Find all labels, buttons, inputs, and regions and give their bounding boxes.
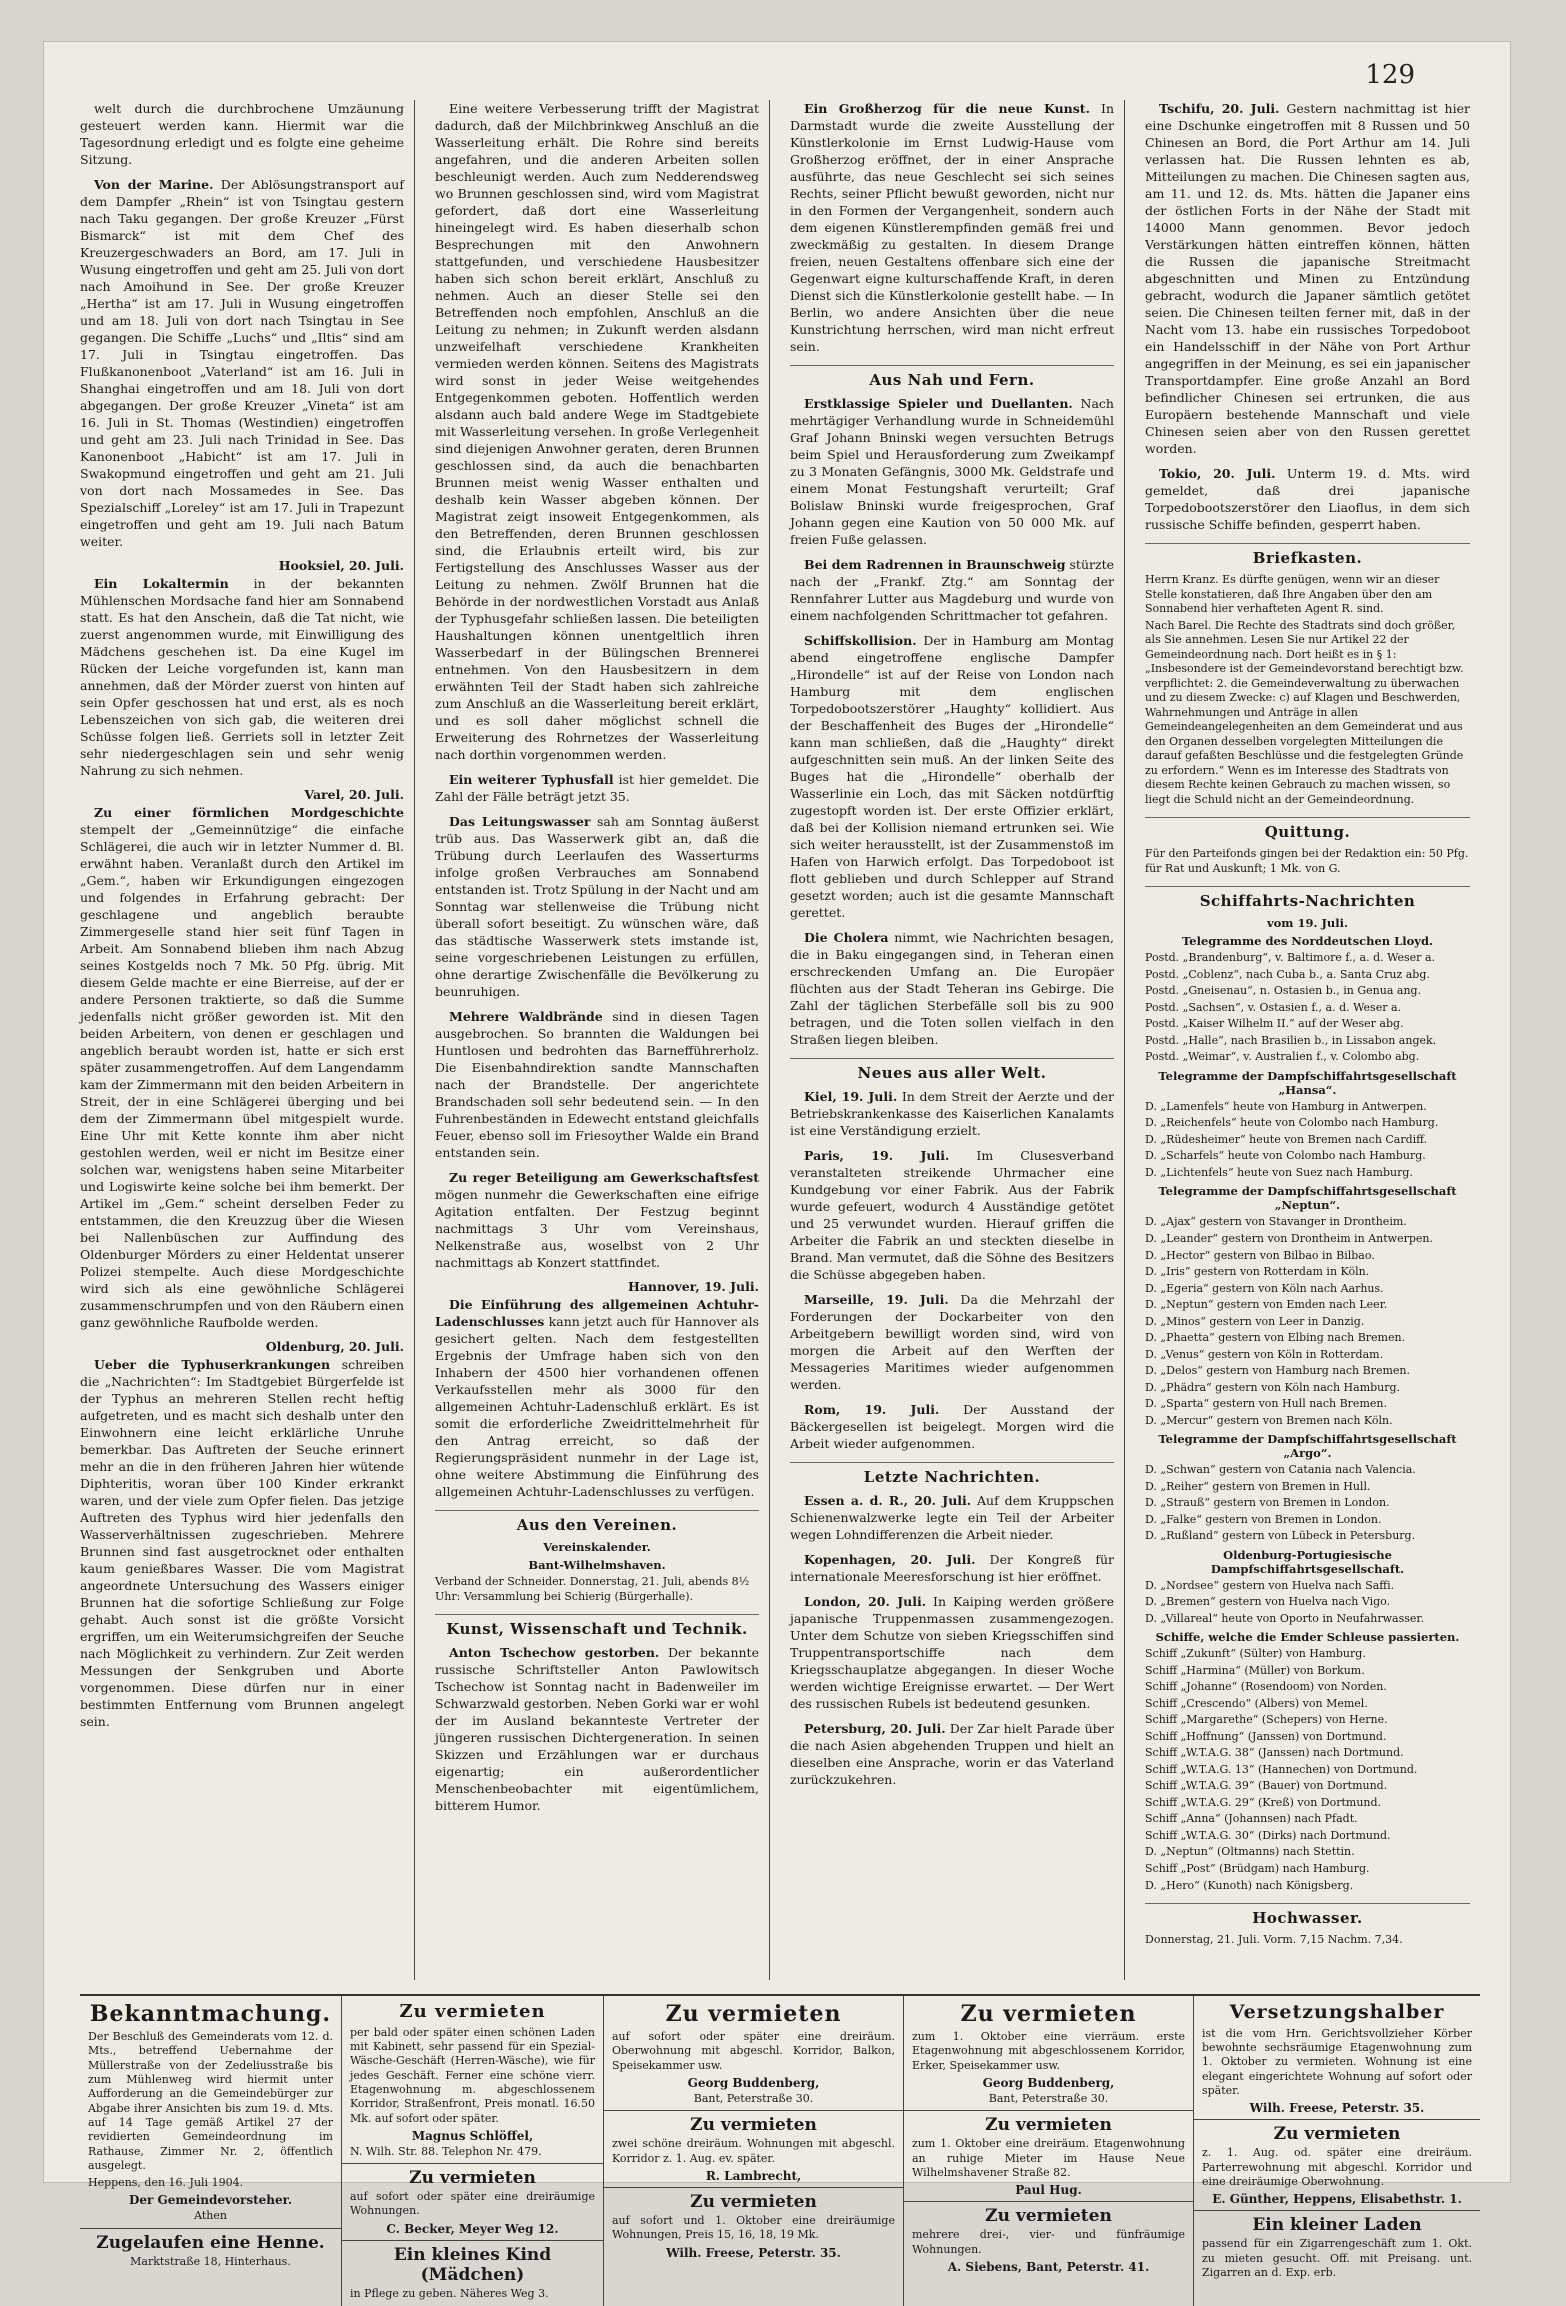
news-text: Der Kongreß für internationale Meeresforschung ist hier eröffnet. — [790, 1552, 1114, 1584]
ship-line: D. „Egeria“ gestern von Köln nach Aarhus. — [1145, 1281, 1384, 1295]
news-item — [790, 1147, 1114, 1283]
news-lead: Marseille, 19. Juli. — [804, 1292, 949, 1307]
ship-line: Schiff „W.T.A.G. 29“ (Kreß) von Dortmund. — [1145, 1795, 1382, 1809]
news-text: stürzte nach der „Frankf. Ztg.“ am Sonntag der Rennfahrer Lutter aus Magdeburg und wurde von einem nachfolgenden Schrittmacher tot gefahren. — [790, 557, 1114, 623]
news-lead: Schiffskollision. — [804, 633, 917, 648]
ad-heading-3: Ein kleines Kind (Mädchen) — [393, 2244, 552, 2285]
article-lead: Die Einführung des allgemeinen Achtuhr-Ladenschlusses — [435, 1297, 759, 1329]
ad-name-3: Wilh. Freese, Peterstr. 35. — [666, 2245, 841, 2260]
news-lead: London, 20. Juli. — [804, 1594, 927, 1609]
ship-line: Schiff „W.T.A.G. 38“ (Janssen) nach Dortmund. — [1145, 1746, 1404, 1760]
ship-line: D. „Schwan“ gestern von Catania nach Valencia. — [1145, 1463, 1416, 1477]
article-lead: Ein weiterer Typhusfall — [449, 772, 614, 787]
ship-line: Schiff „Post“ (Brüdgam) nach Hamburg. — [1145, 1862, 1370, 1875]
article-text: stempelt der „Gemeinnützige“ die einfache Schlägerei, die auch wir in letzter Nummer d. Bl. erwähnt haben. Veranlaßt durch den Artikel im „Gem.“, haben wir Erkundigungen eingezogen und folgendes in Erfahrung gebracht: Der geschlagene und angeblich beraubte Zimmergeselle stand hier seit fünf Tagen in Arbeit. Am Sonnabend blieben ihm nach Abzug seines Kostgelds noch 7 Mk. 50 Pfg. übrig. Mit diesem Gelde machte er eine Bierreise, auf der er andere Personen traktierte, so daß die Summe jedenfalls nicht größer geworden ist. Mit den beiden Arbeitern, von denen er geschlagen und angeblich beraubt worden ist, hatte er sich erst später zusammengetroffen. Auf dem Langendamm kam der Zimmermann mit den beiden Arbeitern in Streit, der in eine Schlägerei überging und bei dem der Zimmermann übel mitgespielt wurde. Eine Uhr mit Kette konnte ihm aber nicht gestohlen werden, weil er nicht im Besitze einer solchen war, wenigstens haben seine Mitarbeiter und Logiswirte keine solche bei ihm bemerkt. Der Artikel im „Gem.“ scheint derselben Feder zu entstammen, die den Kreuzzug über die Wiesen bei Nallenbüschen zur Auffindung des Oldenburger Mörders zu einer Heldentat unserer Polizei stempelte. Auch diese Mordgeschichte wird sich als eine gewöhnliche Schlägerei zusammenschrumpfen und von den Räubern einen ganz gewöhnliche Raufbolde werden. — [80, 822, 404, 1330]
article-lead: Von der Marine. — [94, 177, 214, 192]
quittung-text: Für den Parteifonds gingen bei der Redaktion ein: 50 Pfg. für Rat und Auskunft; 1 Mk. von G. — [1145, 847, 1469, 875]
ship-line: D. „Scharfels“ heute von Colombo nach Hamburg. — [1145, 1149, 1426, 1163]
dateline: Oldenburg, 20. Juli. — [265, 1339, 404, 1354]
section-heading-schiffahrt: Schiffahrts-Nachrichten — [1145, 886, 1470, 910]
ship-line: Schiff „Hoffnung“ (Janssen) von Dortmund. — [1145, 1729, 1387, 1743]
telegram-group-title: Telegramme der Dampfschiffahrtsgesellschaft „Hansa“. — [1158, 1068, 1457, 1097]
telegram-group-title: Schiffe, welche die Emder Schleuse passierten. — [1155, 1630, 1460, 1645]
ship-line: Schiff „W.T.A.G. 39“ (Bauer) von Dortmund. — [1145, 1779, 1388, 1793]
article-paragraph — [80, 1356, 404, 1730]
ad-name-3: A. Siebens, Bant, Peterstr. 41. — [947, 2259, 1150, 2274]
ship-line: D. „Neptun“ gestern von Emden nach Leer. — [1145, 1298, 1388, 1312]
dateline: Hannover, 19. Juli. — [628, 1279, 759, 1294]
dateline: Varel, 20. Juli. — [304, 787, 404, 802]
telegram-group-title: Oldenburg-Portugiesische Dampfschiffahrtsgesellschaft. — [1210, 1547, 1405, 1576]
column-4 — [1145, 100, 1480, 1980]
ad-text-3: auf sofort und 1. Oktober eine dreiräumige Wohnungen, Preis 15, 16, 18, 19 Mk. — [612, 2213, 895, 2242]
section-heading: Aus Nah und Fern. — [790, 365, 1114, 389]
ship-line: D. „Nordsee“ gestern von Huelva nach Saffi. — [1145, 1578, 1395, 1592]
ship-line: Postd. „Sachsen“, v. Ostasien f., a. d. Weser a. — [1145, 1000, 1402, 1014]
article-text: Unterm 19. d. Mts. wird gemeldet, daß drei japanische Torpedobootszerstörer den Liaoflus, in dem sich russische Schiffe befinden, gesperrt haben. — [1145, 466, 1471, 532]
ad-divider — [342, 2163, 603, 2164]
article-paragraph — [435, 1169, 759, 1271]
ad-signature-name: Athen — [194, 2209, 227, 2223]
ad-heading: Bekanntmachung. — [89, 2001, 332, 2027]
article-paragraph — [80, 176, 404, 550]
article-paragraph — [435, 100, 759, 763]
ad-text: zum 1. Oktober eine vierräum. erste Etagenwohnung mit abgeschlossenem Korridor, Erker, Speisekammer usw. — [912, 2030, 1185, 2072]
ship-line: Postd. „Kaiser Wilhelm II.“ auf der Weser abg. — [1145, 1017, 1404, 1031]
article-lead: Tokio, 20. Juli. — [1159, 466, 1276, 481]
vereine-place: Bant-Wilhelmshaven. — [528, 1558, 666, 1572]
ad-text-3: mehrere drei-, vier- und fünfräumige Wohnungen. — [912, 2228, 1185, 2256]
ship-line: Schiff „Johanne“ (Rosendoom) von Norden. — [1145, 1680, 1387, 1694]
article-text: In Darmstadt wurde die zweite Ausstellung der Künstlerkolonie im Ernst Ludwig-Hause vom Großherzog eröffnet, der in einer Ansprache ausführte, das neue Geschlecht sei sich seines Rechts, seiner Pflicht bewußt geworden, nicht nur in den Formen der Vergangenheit, sondern auch dem eigenen Künstlerempfinden gemäß frei und zweckmäßig zu gestalten. In diesem Drange freien, neuen Gestaltens offenbare sich eine der Gegenwart eigne kulturschaffende Kraft, in deren Dienst sich die Künstlerkolonie gestellt habe. — In Berlin, wo andere Ansichten über die neue Kunstrichtung herrschen, wird man nicht erfreut sein. — [790, 101, 1114, 354]
news-text: nimmt, wie Nachrichten besagen, die in Baku eingegangen sind, in Teheran einen erschreckenden Umfang an. Die Europäer flüchten aus der Stadt Teheran ins Gebirge. Die Zahl der täglichen Sterbefälle soll bis zu 900 betragen, und die Toten sollen vielfach in den Straßen liegen bleiben. — [790, 930, 1114, 1047]
article-text: in der bekannten Mühlenschen Mordsache fand hier am Sonnabend statt. Es hat den Anschein, daß die Tat nicht, wie zuerst angenommen wurde, mit Einwilligung des Mädchens geschehen ist. Da eine Kugel im Rücken der Leiche vorgefunden ist, kann man annehmen, daß der Mörder zuerst von hinten auf sein Opfer geschossen hat und erst, als es noch Lebenszeichen von sich gab, die weiteren drei Schüsse folgen ließ. Gerriets soll in letzter Zeit sehr niedergeschlagen sein und sehr wenig Nahrung zu sich nehmen. — [80, 576, 404, 778]
telegram-group-title: Telegramme des Norddeutschen Lloyd. — [1182, 934, 1433, 949]
ad-heading: Versetzungshalber — [1229, 2001, 1445, 2023]
article-text: ist hier gemeldet. Die Zahl der Fälle beträgt jetzt 35. — [435, 772, 759, 804]
ad-heading-2: Zu vermieten — [409, 2168, 536, 2189]
article-columns — [80, 100, 1480, 1980]
ship-line: Postd. „Brandenburg“, v. Baltimore f., a. d. Weser a. — [1145, 951, 1435, 965]
ad-date: Heppens, den 16. Juli 1904. — [88, 2176, 244, 2190]
article-text: Gestern nachmittag ist hier eine Dschunke eingetroffen mit 8 Russen und 50 Chinesen an Bord, die Port Arthur am 14. Juli verlassen hat. Die Russen lehnten es ab, Mitteilungen zu machen. Die Chinesen sagten aus, am 11. und 12. ds. Mts. hätten die Japaner eins der östlichen Forts in der Nähe der Stadt mit 14000 Mann genommen. Bevor jedoch Verstärkungen hätten eintreffen können, hätten die Russen die japanische Streitmacht abgeschnitten und Minen zu Entzündung gebracht, wodurch die Japaner sämtlich getötet seien. Die Chinesen teilten ferner mit, daß in der Nacht vom 13. habe ein russisches Torpedoboot ein Handelsschiff in der Nähe von Port Arthur angegriffen in der Meinung, es sei ein japanischer Transportdampfer. Eine große Anzahl an Bord befindlicher Chinesen sei ertrunken, die aus Europäern bestehende Mannschaft und viele Chinesen seien aber von den Russen gerettet worden. — [1145, 101, 1470, 456]
article-lead: Ueber die Typhuserkrankungen — [94, 1357, 331, 1372]
ad-divider — [1194, 2119, 1480, 2120]
article-text: sind in diesen Tagen ausgebrochen. So brannten die Waldungen bei Huntlosen und bedrohten das Barnefführerholz. Die Eisenbahndirektion sandte Mannschaften nach der Brandstelle. Der angerichtete Brandschaden soll sehr bedeutend sein. — In den Fuhrenbeständen in Edewecht entstand gleichfalls Feuer, ebenso soll im Friesoyther Walde ein Brand entstanden sein. — [435, 1009, 759, 1160]
news-text: Der Ausstand der Bäckergesellen ist beigelegt. Morgen wird die Arbeit wieder aufgenommen. — [790, 1402, 1114, 1451]
ship-line: D. „Sparta“ gestern von Hull nach Bremen. — [1145, 1397, 1387, 1411]
news-item — [790, 395, 1114, 548]
ship-line: D. „Venus“ gestern von Köln in Rotterdam. — [1145, 1347, 1384, 1361]
ship-line: D. „Reiher“ gestern von Bremen in Hull. — [1145, 1479, 1371, 1493]
newspaper-page — [44, 42, 1510, 2300]
ship-line: Postd. „Gneisenau“, n. Ostasien b., in Genua ang. — [1145, 984, 1422, 998]
ad-text: per bald oder später einen schönen Laden mit Kabinett, sehr passend für ein Spezial-Wäsche-Geschäft (Herren-Wäsche), wie für jedes Geschäft. Ferner eine schöne vierr. Etagenwohnung m. abgeschlossenem Korridor, Straßenfront, Preis monatl. 16.50 Mk. auf sofort oder später. — [350, 2025, 595, 2125]
ad-address: Bant, Peterstraße 30. — [988, 2092, 1109, 2106]
ad-text-3: in Pflege zu geben. Näheres Weg 3. — [350, 2286, 549, 2300]
article-lead: Tschifu, 20. Juli. — [1159, 101, 1280, 116]
vereinskalender-label: Vereinskalender. — [543, 1540, 651, 1554]
news-lead: Paris, 19. Juli. — [804, 1148, 950, 1163]
news-text: Auf dem Kruppschen Schienenwalzwerke legte ein Teil der Arbeiter wegen Lohndifferenzen die Arbeit nieder. — [790, 1493, 1114, 1542]
news-item — [790, 1551, 1114, 1585]
article-text: schreiben die „Nachrichten“: Im Stadtgebiet Bürgerfelde ist der Typhus an mehreren Stellen recht heftig aufgetreten, und es macht sich deshalb unter den Einwohnern eine leicht erklärliche Unruhe bemerkbar. Das Auftreten der Seuche erinnert mehr an die in den früheren Jahren hier wütende Diphteritis, woran über 100 Kinder erkrankt waren, und der viele zum Opfer fielen. Das jetzige Auftreten des Typhus wird hier jedenfalls den Wasserverhältnissen zugeschrieben. Mehrere Brunnen sind fast ausgetrocknet oder enthalten kaum genießbares Wasser. Die vom Magistrat angeordnete Untersuchung des Wassers einiger Brunnen hat die sofortige Schließung zur Folge gehabt. Auch sonst ist die größte Vorsicht ergriffen, um ein Weiterumsichgreifen der Seuche nach Möglichkeit zu verhindern. Zur Zeit werden Messungen der Senkgruben und Aborte vorgenommen. Diese dürfen nur in einer bestimmten Entfernung vom Brunnen angelegt sein. — [80, 1357, 404, 1729]
section-heading: Briefkasten. — [1145, 543, 1470, 567]
ship-line: D. „Neptun“ (Oltmanns) nach Stettin. — [1145, 1845, 1355, 1859]
ship-line: D. „Rußland“ gestern von Lübeck in Petersburg. — [1145, 1529, 1416, 1543]
ad-divider — [904, 2201, 1193, 2202]
ship-line: D. „Strauß“ gestern von Bremen in London. — [1145, 1496, 1390, 1510]
ship-line: D. „Villareal“ heute von Oporto in Neufahrwasser. — [1145, 1611, 1424, 1625]
ad-name-2: Paul Hug. — [1015, 2183, 1082, 2198]
ad-heading-2: Zu vermieten — [985, 2115, 1112, 2136]
article-paragraph — [80, 100, 404, 168]
ship-line: Schiff „W.T.A.G. 30“ (Dirks) nach Dortmund. — [1145, 1828, 1391, 1842]
article-lead: Ein Lokaltermin — [94, 576, 229, 591]
section-heading: Letzte Nachrichten. — [790, 1462, 1114, 1486]
ad-heading: Zu vermieten — [399, 2001, 546, 2022]
news-lead: Kopenhagen, 20. Juli. — [804, 1552, 976, 1567]
ship-line: Schiff „Harmina“ (Müller) von Borkum. — [1145, 1663, 1365, 1677]
news-lead: Die Cholera — [804, 930, 889, 945]
news-item — [790, 1088, 1114, 1139]
ad-bekanntmachung — [80, 1996, 342, 2306]
section-heading-hochwasser: Hochwasser. — [1145, 1903, 1470, 1927]
ad-heading-2: Zu vermieten — [1273, 2124, 1401, 2145]
news-lead: Essen a. d. R., 20. Juli. — [804, 1493, 972, 1508]
news-item — [790, 632, 1114, 921]
article-text: Der bekannte russische Schriftsteller Anton Pawlowitsch Tschechow ist Sonntag nacht in Badenweiler im Schwarzwald gestorben. Neben Gorki war er wohl der im Ausland bekannteste Vertreter der jüngeren russischen Dichtergeneration. In seinen Skizzen und Erzählungen war er durchaus eigenartig; ein außerordentlicher Menschenbeobachter mit eigentümlichem, bitterem Humor. — [435, 1645, 759, 1814]
ad-name: Magnus Schlöffel, — [411, 2128, 534, 2143]
advertisement-strip — [80, 1994, 1480, 2300]
news-item — [790, 1492, 1114, 1543]
ship-line: D. „Delos“ gestern von Hamburg nach Bremen. — [1145, 1364, 1410, 1378]
news-item — [790, 556, 1114, 624]
letter-entry: Herrn Kranz. Es dürfte genügen, wenn wir an dieser Stelle konstatieren, daß Ihre Angaben über den am Sonnabend hier verhafteten Agent R. sind. — [1145, 573, 1440, 616]
column-2 — [435, 100, 770, 1980]
ad-heading: Zu vermieten — [665, 2001, 842, 2027]
ad-heading-henne: Zugelaufen eine Henne. — [96, 2232, 325, 2253]
news-lead: Kiel, 19. Juli. — [804, 1089, 898, 1104]
ship-line: D. „Lichtenfels“ heute von Suez nach Hamburg. — [1145, 1165, 1413, 1179]
ad-divider — [904, 2110, 1193, 2111]
article-paragraph — [435, 1008, 759, 1161]
article-paragraph — [435, 771, 759, 805]
ship-line: Postd. „Weimar“, v. Australien f., v. Colombo abg. — [1145, 1050, 1420, 1064]
article-lead: Zu einer förmlichen Mordgeschichte — [94, 805, 404, 820]
article-paragraph — [435, 1644, 759, 1814]
news-text: Da die Mehrzahl der Forderungen der Dockarbeiter von den Arbeitgebern bewilligt worden sind, wird von morgen die Arbeit auf den Werften der Messageries Maritimes wieder aufgenommen werden. — [790, 1292, 1114, 1392]
ship-line: D. „Iris“ gestern von Rotterdam in Köln. — [1145, 1265, 1370, 1279]
article-paragraph — [790, 100, 1114, 355]
ship-line: D. „Mercur“ gestern von Bremen nach Köln. — [1145, 1413, 1393, 1427]
article-lead: Anton Tschechow gestorben. — [449, 1645, 660, 1661]
news-text: Der Zar hielt Parade über die nach Asien abgehenden Truppen und hielt an dieselben eine Ansprache, worin er das Vaterland zurückzukehren. — [790, 1721, 1114, 1787]
article-text: Der Ablösungstransport auf dem Dampfer „Rhein“ ist von Tsingtau gestern nach Taku gegangen. Der große Kreuzer „Fürst Bismarck“ ist mit dem Chef des Kreuzergeschwaders an Bord, am 17. Juli in Wusung eingetroffen und geht am 25. Juli von dort nach Amoihund in See. Der große Kreuzer „Hertha“ ist am 17. Juli in Wusung eingetroffen und am 18. Juli von dort nach Tsingtau in See gegangen. Die Schiffe „Luchs“ und „Iltis“ sind am 17. Juli in Tsingtau eingetroffen. Das Flußkanonenboot „Vaterland“ ist am 16. Juli in Shanghai eingetroffen und am 18. Juli von dort abgegangen. Der große Kreuzer „Vineta“ ist am 16. Juli in St. Thomas (Westindien) eingetroffen und geht am 23. Juli nach Trinidad in See. Das Kanonenboot „Habicht“ ist am 17. Juli in Swakopmund eingetroffen und geht am 21. Juli von dort nach Mossamedes in See. Das Spezialschiff „Loreley“ ist am 17. Juli in Trapezunt eingetroffen und geht am 19. Juli nach Batum weiter. — [80, 177, 404, 549]
article-text: sah am Sonntag äußerst trüb aus. Das Wasserwerk gibt an, daß die Trübung durch Leerlaufen des Wasserturms infolge großen Verbrauches am Sonnabend entstanden ist. Trotz Spülung in der Nacht und am Sonntag war stellenweise die Trübung nicht überall sofort beseitigt. Zu wünschen wäre, daß das städtische Wasserwerk stets imstande ist, seine vorgeschriebenen Leistungen zu erfüllen, ohne derartige Zwischenfälle die Bevölkerung zu beunruhigen. — [435, 814, 759, 999]
ad-text: auf sofort oder später eine dreiräum. Oberwohnung mit abgeschl. Korridor, Balkon, Speisekammer usw. — [612, 2030, 895, 2072]
article-lead: Ein Großherzog für die neue Kunst. — [804, 101, 1090, 116]
ship-line: D. „Lamenfels“ heute von Hamburg in Antwerpen. — [1145, 1099, 1427, 1113]
ship-line: Schiff „Zukunft“ (Sülter) von Hamburg. — [1145, 1647, 1366, 1661]
ship-line: D. „Rüdesheimer“ heute von Bremen nach Cardiff. — [1145, 1132, 1428, 1146]
ad-divider — [604, 2187, 903, 2188]
column-1 — [80, 100, 415, 1980]
news-text: Nach mehrtägiger Verhandlung wurde in Schneidemühl Graf Johann Bninski wegen versuchten Betrugs beim Spiel und Herausforderung zum Zweikampf zu 3 Monaten Gefängnis, 3000 Mk. Geldstrafe und einem Monat Festungshaft verurteilt; Graf Bolislaw Bninski wurde freigesprochen, Graf Johann gegen eine Kaution von 50 000 Mk. auf freien Fuße gelassen. — [790, 396, 1114, 547]
section-heading-kunst: Kunst, Wissenschaft und Technik. — [435, 1614, 759, 1638]
news-text: Der in Hamburg am Montag abend eingetroffene englische Dampfer „Hirondelle“ ist auf der Reise von London nach Hamburg mit dem englischen Torpedobootszerstörer „Haughty“ kollidiert. Aus der Beschaffenheit des Buges der „Hirondelle“ kann man schließen, daß die „Haughty“ direkt aufgeschnitten sein muß. An der linken Seite des Buges hat die „Hirondelle“ oberhalb der Wasserlinie ein Loch, das mit Säcken notdürftig zugestopft worden ist. Der erste Offizier erklärt, daß bei der Kollision niemand ertrunken sei. Wie sich weiter herausstellt, ist der Zusammenstoß im Hafen von Harwich erfolgt. Das Torpedoboot ist flott geblieben und durch Schlepper auf Strand gesetzt worden; auch ist die gesamte Mannschaft gerettet. — [790, 633, 1114, 920]
ad-heading-3: Zu vermieten — [690, 2191, 817, 2212]
section-heading-vereine: Aus den Vereinen. — [435, 1510, 759, 1534]
ad-address: Marktstraße 18, Hinterhaus. — [130, 2254, 291, 2268]
ad-text-2: zwei schöne dreiräum. Wohnungen mit abgeschl. Korridor z. 1. Aug. ev. später. — [612, 2137, 895, 2165]
ship-line: Postd. „Coblenz“, nach Cuba b., a. Santa Cruz abg. — [1145, 967, 1430, 981]
telegram-group-title: Telegramme der Dampfschiffahrtsgesellschaft „Neptun“. — [1158, 1184, 1457, 1213]
news-item — [790, 929, 1114, 1048]
article-lead: Mehrere Waldbrände — [449, 1009, 603, 1024]
article-lead: Das Leitungswasser — [449, 814, 591, 829]
ad-text: Der Beschluß des Gemeinderats vom 12. d. Mts., betreffend Uebernahme der Müllerstraße von der Zedeliusstraße bis zum Mühlenweg wird hiermit unter Aufforderung an die Gemeindebürger zur Abgabe ihrer Ansichten bis zum 19. d. Mts. auf 14 Tage gemäß Artikel 27 der revidierten Gemeindeordnung im Rathause, Zimmer Nr. 2, öffentlich ausgelegt. — [88, 2030, 333, 2172]
news-text: In Kaiping werden größere japanische Truppenmassen zusammengezogen. Unter dem Schutze von sieben Kriegsschiffen sind Truppentransportschiffe nach dem Kriegsschauplatze abgegangen. In dieser Woche werden wichtige Ereignisse erwartet. — Der Wert des russischen Rubels ist bedeutend gesunken. — [790, 1594, 1114, 1711]
ship-line: D. „Hero“ (Kunoth) nach Königsberg. — [1145, 1878, 1354, 1892]
news-lead: Rom, 19. Juli. — [804, 1402, 940, 1417]
article-paragraph — [435, 1296, 759, 1500]
ship-line: D. „Phaetta“ gestern von Elbing nach Bremen. — [1145, 1331, 1406, 1345]
ad-text-2: z. 1. Aug. od. später eine dreiräum. Parterrewohnung mit abgeschl. Korridor und eine dreiräumige Oberwohnung. — [1202, 2146, 1472, 2188]
article-paragraph — [435, 813, 759, 1000]
ad-name: Georg Buddenberg, — [982, 2076, 1115, 2091]
news-lead: Bei dem Radrennen in Braunschweig — [804, 557, 1066, 572]
letter-entry: Nach Barel. Die Rechte des Stadtrats sind doch größer, als Sie annehmen. Lesen Sie nur Artikel 22 der Gemeindeordnung nach. Dort heißt es in § 1: „Insbesondere ist der Gemeindevorstand berechtigt bzw. verpflichtet: 2. die Gemeindeverwaltung zu überwachen und zu diesem Zwecke: c) auf Klagen und Beschwerden, Wahrnehmungen und Anträge in allen Gemeindeangelegenheiten an dem Gemeinderat und aus den Organen desselben vorgelegten Mitteilungen die darauf gefaßten Beschlüsse und die festgelegten Gründe zu erfordern.“ Wenn es im Interesse des Stadtrats von diesem Rechte keinen Gebrauch zu machen wissen, so liegt die Schuld nicht an der Gemeindeordnung. — [1145, 618, 1464, 806]
telegram-group-title: Telegramme der Dampfschiffahrtsgesellschaft „Argo“. — [1158, 1432, 1457, 1461]
ship-line: Schiff „Anna“ (Johannsen) nach Pfadt. — [1145, 1812, 1358, 1826]
ad-divider — [342, 2240, 603, 2241]
section-heading-quittung: Quittung. — [1145, 817, 1470, 841]
news-text: Im Clusesverband veranstalteten streikende Uhrmacher eine Kundgebung vor einer Fabrik. Aus der Fabrik wurde gefeuert, wodurch 4 Ausständige getötet und 25 verwundet wurden. Hierauf griffen die Arbeiter die Fabrik an und steckten dieselbe in Brand. Man vermutet, daß die Söhne des Besitzers die Schüsse abgegeben haben. — [790, 1148, 1114, 1282]
ship-line: Schiff „W.T.A.G. 13“ (Hannechen) von Dortmund. — [1145, 1762, 1418, 1776]
ad-heading-3: Ein kleiner Laden — [1252, 2215, 1422, 2236]
ad-name-2: R. Lambrecht, — [705, 2168, 802, 2183]
ship-line: D. „Reichenfels“ heute von Colombo nach Hamburg. — [1145, 1116, 1439, 1130]
ship-line: Postd. „Halle“, nach Brasilien b., in Lissabon angek. — [1145, 1033, 1437, 1047]
news-lead: Petersburg, 20. Juli. — [804, 1721, 946, 1736]
article-text: kann jetzt auch für Hannover als gesichert gelten. Nach dem festgestellten Ergebnis der Umfrage haben sich von den Inhabern der 4500 hier vorhandenen offenen Verkaufsstellen mehr als 3000 für den allgemeinen Achtuhr-Ladenschluß erklärt. Es ist somit die erforderliche Zweidrittelmehrheit für den Antrag erreicht, so daß der Regierungspräsident nunmehr in der Lage ist, ohne weitere Abstimmung die Einführung des allgemeinen Achtuhr-Ladenschlusses zu verfügen. — [435, 1314, 759, 1499]
ship-line: D. „Bremen“ gestern von Huelva nach Vigo. — [1145, 1595, 1391, 1609]
news-item — [790, 1401, 1114, 1452]
ad-name-2: E. Günther, Heppens, Elisabethstr. 1. — [1212, 2192, 1462, 2207]
news-item — [790, 1291, 1114, 1393]
ad-text-2: zum 1. Oktober eine dreiräum. Etagenwohnung an ruhige Mieter im Hause Neue Wilhelmshavener Straße 82. — [912, 2137, 1185, 2179]
ad-heading-2: Zu vermieten — [690, 2115, 817, 2136]
vereine-entry: Verband der Schneider. Donnerstag, 21. Juli, abends 8½ Uhr: Versammlung bei Schierig (Bürgerhalle). — [435, 1575, 750, 1603]
article-paragraph — [1145, 465, 1470, 533]
ship-line: D. „Minos“ gestern von Leer in Danzig. — [1145, 1314, 1365, 1328]
ship-line: D. „Ajax“ gestern von Stavanger in Drontheim. — [1145, 1215, 1407, 1229]
hochwasser-text: Donnerstag, 21. Juli. Vorm. 7,15 Nachm. 7,34. — [1145, 1933, 1403, 1947]
ship-line: D. „Phädra“ gestern von Köln nach Hamburg. — [1145, 1380, 1401, 1394]
news-text: In dem Streit der Aerzte und der Betriebskrankenkasse des Kaiserlichen Kanalamts ist eine Verständigung erzielt. — [790, 1089, 1114, 1138]
ship-line: D. „Leander“ gestern von Drontheim in Antwerpen. — [1145, 1231, 1433, 1245]
news-item — [790, 1593, 1114, 1712]
article-paragraph — [80, 575, 404, 779]
ad-zu-vermieten-laden — [342, 1996, 604, 2306]
news-lead: Erstklassige Spieler und Duellanten. — [804, 396, 1073, 411]
ad-address: Bant, Peterstraße 30. — [693, 2092, 814, 2106]
ad-divider — [80, 2228, 341, 2229]
ad-name: Georg Buddenberg, — [687, 2076, 820, 2091]
news-item — [790, 1720, 1114, 1788]
ship-line: Schiff „Margarethe“ (Schepers) von Herne. — [1145, 1713, 1388, 1727]
ad-name-2: C. Becker, Meyer Weg 12. — [386, 2221, 559, 2236]
ad-address: N. Wilh. Str. 88. Telephon Nr. 479. — [350, 2144, 542, 2158]
ad-text-2: auf sofort oder später eine dreiräumige Wohnungen. — [350, 2190, 595, 2218]
article-text: mögen nunmehr die Gewerkschaften eine eifrige Agitation entfalten. Der Festzug beginnt nachmittags 3 Uhr vom Vereinshaus, Nelkenstraße aus, woselbst von 2 Uhr nachmittags ab Konzert stattfindet. — [435, 1187, 759, 1270]
ad-signature: Der Gemeindevorsteher. — [128, 2193, 293, 2208]
dateline: Hooksiel, 20. Juli. — [278, 558, 404, 573]
article-text: Eine weitere Verbesserung trifft der Magistrat dadurch, daß der Milchbrinkweg Anschluß an die Wasserleitung erhält. Die Rohre sind bereits angefahren, und die anderen Arbeiten sollen beschleunigt werden. Auch zum Nedderendsweg wo Brunnen geschlossen sind, wird vom Magistrat gefordert, daß dort eine Wasserleitung hineingelegt wird. Es haben dieserhalb schon Besprechungen mit den Anwohnern stattgefunden, und verschiedene Hausbesitzer haben sich schon bereit erklärt, Anschluß zu nehmen. Auch an dieser Stelle sei den Betreffenden noch empfohlen, Anschluß an die Leitung zu nehmen; in Zukunft werden alsdann unzweifelhaft verschiedene Krankheiten vermieden werden können. Seitens des Magistrats wird sonst in jeder Weise weitgehendes Entgegenkommen geboten. Hoffentlich werden alsdann auch bald andere Wege im Stadtgebiete mit Wasserleitung versehen. In große Verlegenheit sind diejenigen Anwohner geraten, deren Brunnen geschlossen sind, da auch die benachbarten Brunnen meist wenig Wasser enthalten und deshalb kein Wasser abgeben können. Der Magistrat zeigt insoweit Entgegenkommen, als den Betreffenden, deren Brunnen geschlossen sind, die Erlaubnis erteilt wird, bis zur Fertigstellung des Anschlusses Wasser aus der Leitung zu nehmen. Zwölf Brunnen hat die Behörde in der nordwestlichen Vorstadt aus Anlaß der Typhusgefahr schließen lassen. Die beteiligten Haushaltungen können unentgeltlich ihren Wasserbedarf in der Bülingschen Brennerei entnehmen. Von den Hausbesitzern in dem erwähnten Teil der Stadt haben sich zahlreiche zum Anschluß an die Wasserleitung bereit erklärt, und es soll daher möglichst schnell die Erweiterung des Rohrnetzes der Wasserleitung nach dorthin vorgenommen werden. — [435, 101, 759, 762]
ad-divider — [604, 2110, 903, 2111]
ad-divider — [1194, 2210, 1480, 2211]
ship-line: Schiff „Crescendo“ (Albers) von Memel. — [1145, 1696, 1368, 1710]
article-paragraph — [80, 804, 404, 1331]
ad-versetzungshalber — [1194, 1996, 1480, 2306]
article-text: welt durch die durchbrochene Umzäunung gesteuert werden kann. Hiermit war die Tagesordnung erledigt und es folgte eine geheime Sitzung. — [80, 101, 404, 167]
ad-name: Wilh. Freese, Peterstr. 35. — [1249, 2101, 1425, 2116]
schiffahrt-date: vom 19. Juli. — [1266, 916, 1349, 931]
ad-heading-3: Zu vermieten — [985, 2206, 1112, 2227]
ad-zu-vermieten-buddenberg — [604, 1996, 904, 2306]
ad-zu-vermieten-etagenwohnung — [904, 1996, 1194, 2306]
page-number: 129 — [1365, 60, 1415, 90]
ad-heading: Zu vermieten — [960, 2001, 1137, 2027]
article-lead: Zu reger Beteiligung am Gewerkschaftsfest — [449, 1170, 759, 1185]
ad-text: ist die vom Hrn. Gerichtsvollzieher Körber bewohnte sechsräumige Etagenwohnung zum 1. Oktober zu vermieten. Wohnung ist eine elegant eingerichtete Wohnung auf sofort oder später. — [1202, 2026, 1472, 2098]
ship-line: D. „Falke“ gestern von Bremen in London. — [1145, 1512, 1382, 1526]
column-3 — [790, 100, 1125, 1980]
section-heading: Neues aus aller Welt. — [790, 1058, 1114, 1082]
ad-text-3: passend für ein Zigarrengeschäft zum 1. Okt. zu mieten gesucht. Off. mit Preisang. unt. Zigarren an d. Exp. erb. — [1202, 2237, 1472, 2279]
article-paragraph — [1145, 100, 1470, 457]
ship-line: D. „Hector“ gestern von Bilbao in Bilbao. — [1145, 1248, 1375, 1262]
